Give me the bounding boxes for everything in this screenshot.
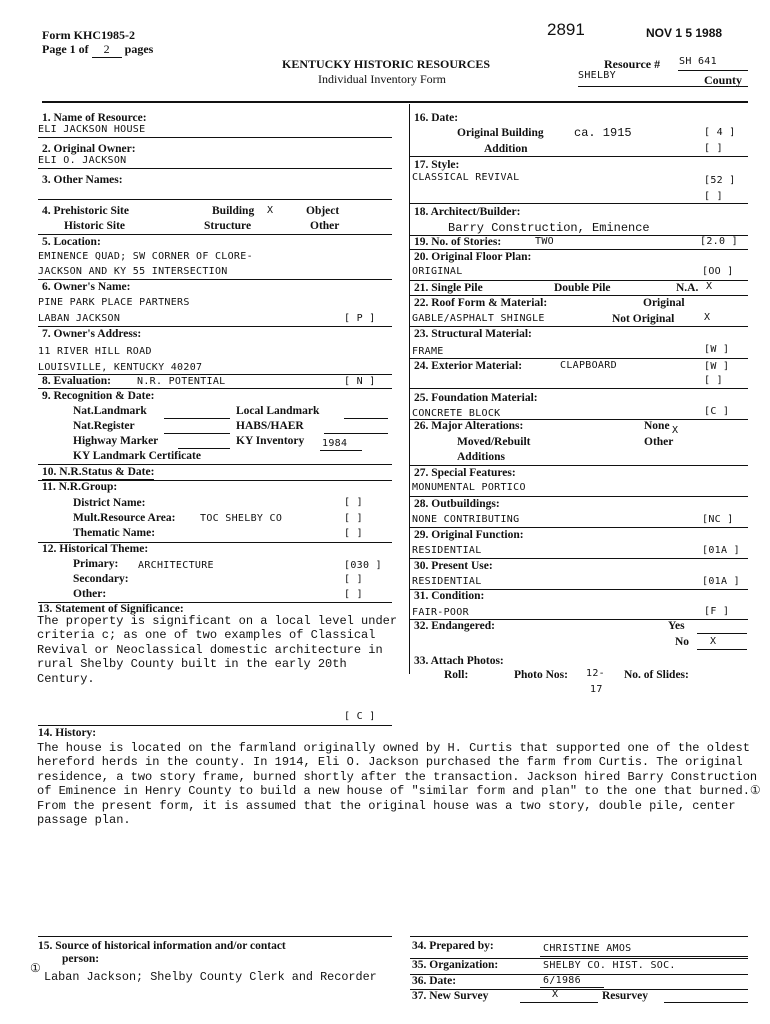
f6-value-2: LABAN JACKSON <box>38 313 121 324</box>
page-prefix: Page 1 of <box>42 42 89 56</box>
f16-label: 16. Date: <box>414 112 459 124</box>
f18-label: 18. Architect/Builder: <box>414 206 521 218</box>
f31-label: 31. Condition: <box>414 590 485 602</box>
f4-object: Object <box>306 205 340 217</box>
f12-secondary-code: [ ] <box>344 574 363 585</box>
f23-value: FRAME <box>412 346 444 357</box>
f7-label: 7. Owner's Address: <box>42 328 142 340</box>
f5-label: 5. Location: <box>42 236 101 248</box>
f14-label: 14. History: <box>38 727 97 739</box>
f22-label: 22. Roof Form & Material: <box>414 297 548 309</box>
f20-label: 20. Original Floor Plan: <box>414 251 532 263</box>
form-subtitle: Individual Inventory Form <box>318 72 446 86</box>
f16-original-code: [ 4 ] <box>704 127 736 138</box>
f4-structure: Structure <box>204 220 252 232</box>
f17-code: [52 ] <box>704 175 736 186</box>
f11-mult-value: TOC SHELBY CO <box>200 513 283 524</box>
form-number: Form KHC1985-2 <box>42 28 135 42</box>
f31-code: [F ] <box>704 606 730 617</box>
f8-code: [ N ] <box>344 376 376 387</box>
f13-code: [ C ] <box>344 711 376 722</box>
f30-value: RESIDENTIAL <box>412 576 482 587</box>
f12-label: 12. Historical Theme: <box>42 543 149 555</box>
f33-photo: Photo Nos: <box>514 669 568 681</box>
f32-label: 32. Endangered: <box>414 620 495 632</box>
f24-label: 24. Exterior Material: <box>414 360 523 372</box>
f34-label: 34. Prepared by: <box>412 940 494 952</box>
f11-district-code: [ ] <box>344 497 363 508</box>
f16-addition: Addition <box>484 143 528 155</box>
f15-value: Laban Jackson; Shelby County Clerk and Recorder <box>44 970 377 984</box>
f16-original: Original Building <box>457 127 544 139</box>
f27-label: 27. Special Features: <box>414 467 516 479</box>
f9-highway: Highway Marker <box>73 435 159 447</box>
f17-value: CLASSICAL REVIVAL <box>412 172 520 183</box>
f9-nat-landmark: Nat.Landmark <box>73 405 147 417</box>
f12-other-code: [ ] <box>344 589 363 600</box>
f11-mult: Mult.Resource Area: <box>73 512 176 524</box>
f9-ky-inventory: KY Inventory <box>236 435 305 447</box>
f19-label: 19. No. of Stories: <box>414 236 502 248</box>
f17-label: 17. Style: <box>414 159 460 171</box>
f14-history-text: The house is located on the farmland originally owned by H. Curtis that supported one of the oldest hereford herds in the county. In 1914, Eli O. Jackson purchased the farm from Curtis. The original residence, a two story frame, burned shortly after the transaction. Jackson hired Barry Construction of Eminence in Henry County to build a new house of "similar form and plan" to the one that burned.① From the present form, it is assumed that the original house was a two story, double pile, center passage plan. <box>37 741 761 828</box>
f23-code: [W ] <box>704 344 730 355</box>
resource-number: SH 641 <box>679 56 717 67</box>
f24-code-2: [ ] <box>704 375 723 386</box>
f21-na: N.A. <box>676 282 699 294</box>
f33-photo-value-2: 17 <box>590 684 603 695</box>
f26-additions: Additions <box>457 451 505 463</box>
f2-label: 2. Original Owner: <box>42 143 136 155</box>
f28-value: NONE CONTRIBUTING <box>412 514 520 525</box>
f37-mark: X <box>552 989 559 1000</box>
f6-code: [ P ] <box>344 313 376 324</box>
f12-primary: Primary: <box>73 558 119 570</box>
f24-value: CLAPBOARD <box>560 360 617 371</box>
f21-double-pile: Double Pile <box>554 282 611 294</box>
f11-thematic: Thematic Name: <box>73 527 156 539</box>
f29-label: 29. Original Function: <box>414 529 524 541</box>
f25-code: [C ] <box>704 406 730 417</box>
f8-label: 8. Evaluation: <box>42 375 112 387</box>
f4-building: Building <box>212 205 255 217</box>
f36-value: 6/1986 <box>543 975 581 986</box>
f9-label: 9. Recognition & Date: <box>42 390 155 402</box>
f5-value-2: JACKSON AND KY 55 INTERSECTION <box>38 266 228 277</box>
f22-original: Original <box>643 297 685 309</box>
f32-yes: Yes <box>668 620 685 632</box>
f19-value: TWO <box>535 236 554 247</box>
f11-thematic-code: [ ] <box>344 528 363 539</box>
page-suffix: pages <box>124 42 154 56</box>
f20-value: ORIGINAL <box>412 266 463 277</box>
page-count <box>42 42 153 58</box>
f11-district: District Name: <box>73 497 146 509</box>
f28-code: [NC ] <box>702 514 734 525</box>
f36-label: 36. Date: <box>412 975 457 987</box>
f30-label: 30. Present Use: <box>414 560 493 572</box>
f5-value-1: EMINENCE QUAD; SW CORNER OF CLORE- <box>38 251 253 262</box>
f15-label-2: person: <box>62 953 100 965</box>
f13-statement-text: The property is significant on a local level under criteria c; as one of two examples of Classical Revival or Neoclassical domestic architecture in rural Shelby County built in the early 20th Century. <box>37 614 398 686</box>
f6-label: 6. Owner's Name: <box>42 281 131 293</box>
f20-code: [OO ] <box>702 266 734 277</box>
f13-label: 13. Statement of Significance: <box>38 603 184 615</box>
f12-other: Other: <box>73 588 107 600</box>
f4-prehistoric: 4. Prehistoric Site <box>42 205 129 217</box>
f35-label: 35. Organization: <box>412 959 499 971</box>
county-label: County <box>704 73 743 87</box>
f11-mult-code: [ ] <box>344 513 363 524</box>
f32-no: No <box>675 636 690 648</box>
f31-value: FAIR-POOR <box>412 607 469 618</box>
f25-value: CONCRETE BLOCK <box>412 408 501 419</box>
f21-single-pile: 21. Single Pile <box>414 282 483 294</box>
f16-original-value: ca. 1915 <box>574 126 632 140</box>
f2-value: ELI O. JACKSON <box>38 155 127 166</box>
f9-habs: HABS/HAER <box>236 420 304 432</box>
f12-primary-value: ARCHITECTURE <box>138 560 214 571</box>
f27-value: MONUMENTAL PORTICO <box>412 482 526 493</box>
county-value: SHELBY <box>578 70 616 81</box>
form-title: KENTUCKY HISTORIC RESOURCES <box>282 57 491 71</box>
f6-value-1: PINE PARK PLACE PARTNERS <box>38 297 190 308</box>
f9-nat-register: Nat.Register <box>73 420 135 432</box>
f28-label: 28. Outbuildings: <box>414 498 500 510</box>
f15-label: 15. Source of historical information and/or contact <box>38 940 286 952</box>
f33-label: 33. Attach Photos: <box>414 655 504 667</box>
f37-resurvey: Resurvey <box>602 990 648 1002</box>
f35-value: SHELBY CO. HIST. SOC. <box>543 960 676 971</box>
page-total: 2 <box>92 42 122 58</box>
f29-value: RESIDENTIAL <box>412 545 482 556</box>
f7-value-2: LOUISVILLE, KENTUCKY 40207 <box>38 362 203 373</box>
f7-value-1: 11 RIVER HILL ROAD <box>38 346 152 357</box>
f10-label: 10. N.R.Status & Date: <box>42 466 155 478</box>
f26-label: 26. Major Alterations: <box>414 420 524 432</box>
f8-value: N.R. POTENTIAL <box>137 376 226 387</box>
f25-label: 25. Foundation Material: <box>414 392 538 404</box>
f33-slides: No. of Slides: <box>624 669 689 681</box>
handwritten-number: 2891 <box>547 20 585 39</box>
f24-code: [W ] <box>704 361 730 372</box>
f26-none: None <box>644 420 670 432</box>
f1-label: 1. Name of Resource: <box>42 112 147 124</box>
f26-other: Other <box>644 436 674 448</box>
f9-ky-certificate: KY Landmark Certificate <box>73 450 201 462</box>
resource-label: Resource # <box>604 57 661 71</box>
f33-photo-value: 12- <box>586 668 605 679</box>
f9-local-landmark: Local Landmark <box>236 405 320 417</box>
f32-mark: X <box>710 636 717 647</box>
f12-primary-code: [030 ] <box>344 560 382 571</box>
f22-not-original: Not Original <box>612 313 675 325</box>
f34-value: CHRISTINE AMOS <box>543 943 632 954</box>
f30-code: [01A ] <box>702 576 740 587</box>
f26-mark: X <box>672 425 679 436</box>
f21-na-mark: X <box>706 281 713 292</box>
f29-code: [01A ] <box>702 545 740 556</box>
f22-mark: X <box>704 312 711 323</box>
f1-value: ELI JACKSON HOUSE <box>38 124 146 135</box>
f4-building-mark: X <box>267 205 274 216</box>
f4-historic: Historic Site <box>64 220 125 232</box>
f22-value: GABLE/ASPHALT SHINGLE <box>412 313 545 324</box>
f19-code: [2.0 ] <box>700 236 738 247</box>
f3-label: 3. Other Names: <box>42 174 123 186</box>
date-received-stamp: NOV 1 5 1988 <box>646 26 723 40</box>
f16-addition-code: [ ] <box>704 143 723 154</box>
f15-footnote-marker: ① <box>30 962 41 976</box>
f11-label: 11. N.R.Group: <box>42 481 118 493</box>
f37-label: 37. New Survey <box>412 990 489 1002</box>
f12-secondary: Secondary: <box>73 573 129 585</box>
f18-value: Barry Construction, Eminence <box>448 221 650 235</box>
f4-other: Other <box>310 220 340 232</box>
f23-label: 23. Structural Material: <box>414 328 532 340</box>
f17-code-2: [ ] <box>704 191 723 202</box>
f9-ky-inventory-value: 1984 <box>322 438 348 449</box>
f26-moved: Moved/Rebuilt <box>457 436 531 448</box>
f33-roll: Roll: <box>444 669 469 681</box>
